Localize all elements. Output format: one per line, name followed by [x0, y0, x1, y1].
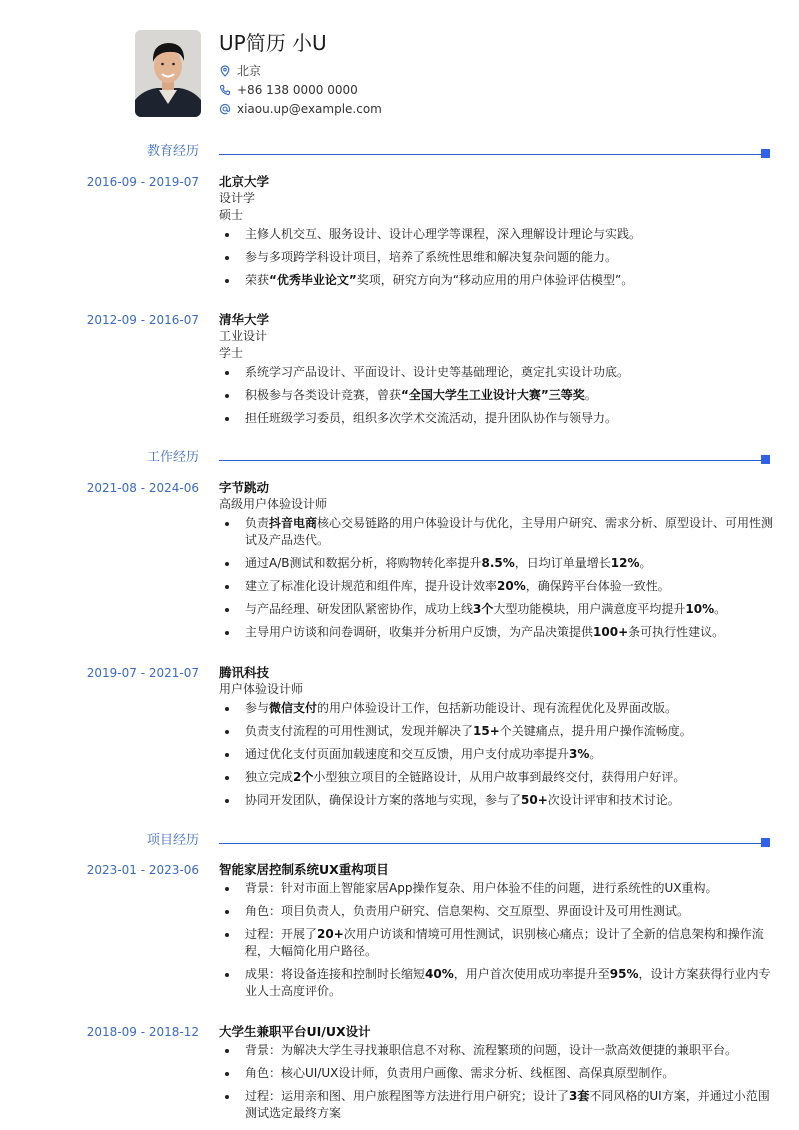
bullet-list: [219, 1042, 774, 1122]
at-sign-icon: [219, 103, 231, 115]
email-row: [219, 101, 382, 117]
phone-icon: [219, 84, 231, 96]
degree: 硕士: [219, 208, 244, 222]
section-header-education: [0, 143, 799, 163]
entry-date: 2018-09 - 2018-12: [86, 1025, 199, 1039]
candidate-name: UP简历 小U: [219, 31, 327, 55]
project-name: 大学生兼职平台UI/UX设计: [219, 1024, 371, 1039]
company-name: 腾讯科技: [219, 665, 270, 680]
bullet-item: 成果：将设备连接和控制时长缩短40%，用户首次使用成功率提升至95%，设计方案获得行业内专业人士高度评价。: [219, 966, 774, 1000]
bullet-item: 负责支付流程的可用性测试，发现并解决了15+个关键痛点，提升用户操作流畅度。: [219, 723, 774, 740]
bullet-item: 通过优化支付页面加载速度和交互反馈，用户支付成功率提升3%。: [219, 746, 774, 763]
entry-date: 2016-09 - 2019-07: [86, 175, 199, 189]
school-name: 清华大学: [219, 312, 270, 327]
bullet-item: 过程：运用亲和图、用户旅程图等方法进行用户研究；设计了3套不同风格的UI方案，并通过小范围测试选定最终方案: [219, 1088, 774, 1122]
section-title: 项目经历: [146, 833, 199, 848]
bullet-item: 过程：开展了20+次用户访谈和情境可用性测试，识别核心痛点；设计了全新的信息架构和操作流程，大幅简化用户路径。: [219, 926, 774, 960]
project-name: 智能家居控制系统UX重构项目: [219, 862, 389, 877]
avatar-photo: [135, 30, 201, 117]
bullet-item: 通过A/B测试和数据分析，将购物转化率提升8.5%，日均订单量增长12%。: [219, 555, 774, 572]
degree: 学士: [219, 346, 244, 360]
bullet-item: 主导用户访谈和问卷调研，收集并分析用户反馈，为产品决策提供100+条可执行性建议。: [219, 624, 774, 641]
bullet-item: 与产品经理、研发团队紧密协作，成功上线3个大型功能模块，用户满意度平均提升10%。: [219, 601, 774, 618]
location-row: [219, 63, 261, 79]
email-text: xiaou.up@example.com: [237, 102, 382, 116]
bullet-item: 积极参与各类设计竞赛，曾获“全国大学生工业设计大赛”三等奖。: [219, 387, 774, 404]
section-title: 工作经历: [146, 450, 199, 465]
company-name: 字节跳动: [219, 480, 270, 495]
major: 设计学: [219, 191, 256, 205]
bullet-list: [219, 880, 774, 1000]
bullet-item: 背景：为解决大学生寻找兼职信息不对称、流程繁琐的问题，设计一款高效便捷的兼职平台。: [219, 1042, 774, 1059]
map-pin-icon: [219, 65, 231, 77]
location-text: 北京: [237, 64, 262, 78]
section-divider: [219, 843, 761, 844]
bullet-item: 主修人机交互、服务设计、设计心理学等课程，深入理解设计理论与实践。: [219, 226, 774, 243]
bullet-item: 独立完成2个小型独立项目的全链路设计，从用户故事到最终交付，获得用户好评。: [219, 769, 774, 786]
job-title: 高级用户体验设计师: [219, 497, 328, 511]
school-name: 北京大学: [219, 174, 270, 189]
bullet-item: 角色：核心UI/UX设计师，负责用户画像、需求分析、线框图、高保真原型制作。: [219, 1065, 774, 1082]
bullet-item: 协同开发团队，确保设计方案的落地与实现，参与了50+次设计评审和技术讨论。: [219, 792, 774, 809]
bullet-item: 参与多项跨学科设计项目，培养了系统性思维和解决复杂问题的能力。: [219, 249, 774, 266]
divider-end-marker: [761, 149, 770, 158]
section-header-work: [0, 449, 799, 469]
divider-end-marker: [761, 455, 770, 464]
major: 工业设计: [219, 329, 268, 343]
bullet-list: [219, 515, 774, 641]
bullet-item: 担任班级学习委员，组织多次学术交流活动，提升团队协作与领导力。: [219, 410, 774, 427]
section-title: 教育经历: [146, 144, 199, 159]
phone-row: [219, 82, 358, 98]
bullet-list: [219, 700, 774, 809]
bullet-item: 负责抖音电商核心交易链路的用户体验设计与优化，主导用户研究、需求分析、原型设计、可用性测试及产品迭代。: [219, 515, 774, 549]
bullet-item: 角色：项目负责人，负责用户研究、信息架构、交互原型、界面设计及可用性测试。: [219, 903, 774, 920]
job-title: 用户体验设计师: [219, 682, 304, 696]
entry-date: 2023-01 - 2023-06: [86, 863, 199, 877]
entry-date: 2021-08 - 2024-06: [86, 481, 199, 495]
entry-date: 2019-07 - 2021-07: [86, 666, 199, 680]
entry-date: 2012-09 - 2016-07: [86, 313, 199, 327]
bullet-item: 建立了标准化设计规范和组件库，提升设计效率20%，确保跨平台体验一致性。: [219, 578, 774, 595]
bullet-item: 背景：针对市面上智能家居App操作复杂、用户体验不佳的问题，进行系统性的UX重构。: [219, 880, 774, 897]
bullet-item: 系统学习产品设计、平面设计、设计史等基础理论，奠定扎实设计功底。: [219, 364, 774, 381]
divider-end-marker: [761, 838, 770, 847]
section-header-projects: [0, 832, 799, 852]
section-divider: [219, 154, 761, 155]
bullet-list: [219, 226, 774, 289]
section-divider: [219, 460, 761, 461]
bullet-list: [219, 364, 774, 427]
bullet-item: 参与微信支付的用户体验设计工作，包括新功能设计、现有流程优化及界面改版。: [219, 700, 774, 717]
phone-text: +86 138 0000 0000: [237, 83, 358, 97]
bullet-item: 荣获“优秀毕业论文”奖项，研究方向为“移动应用的用户体验评估模型”。: [219, 272, 774, 289]
